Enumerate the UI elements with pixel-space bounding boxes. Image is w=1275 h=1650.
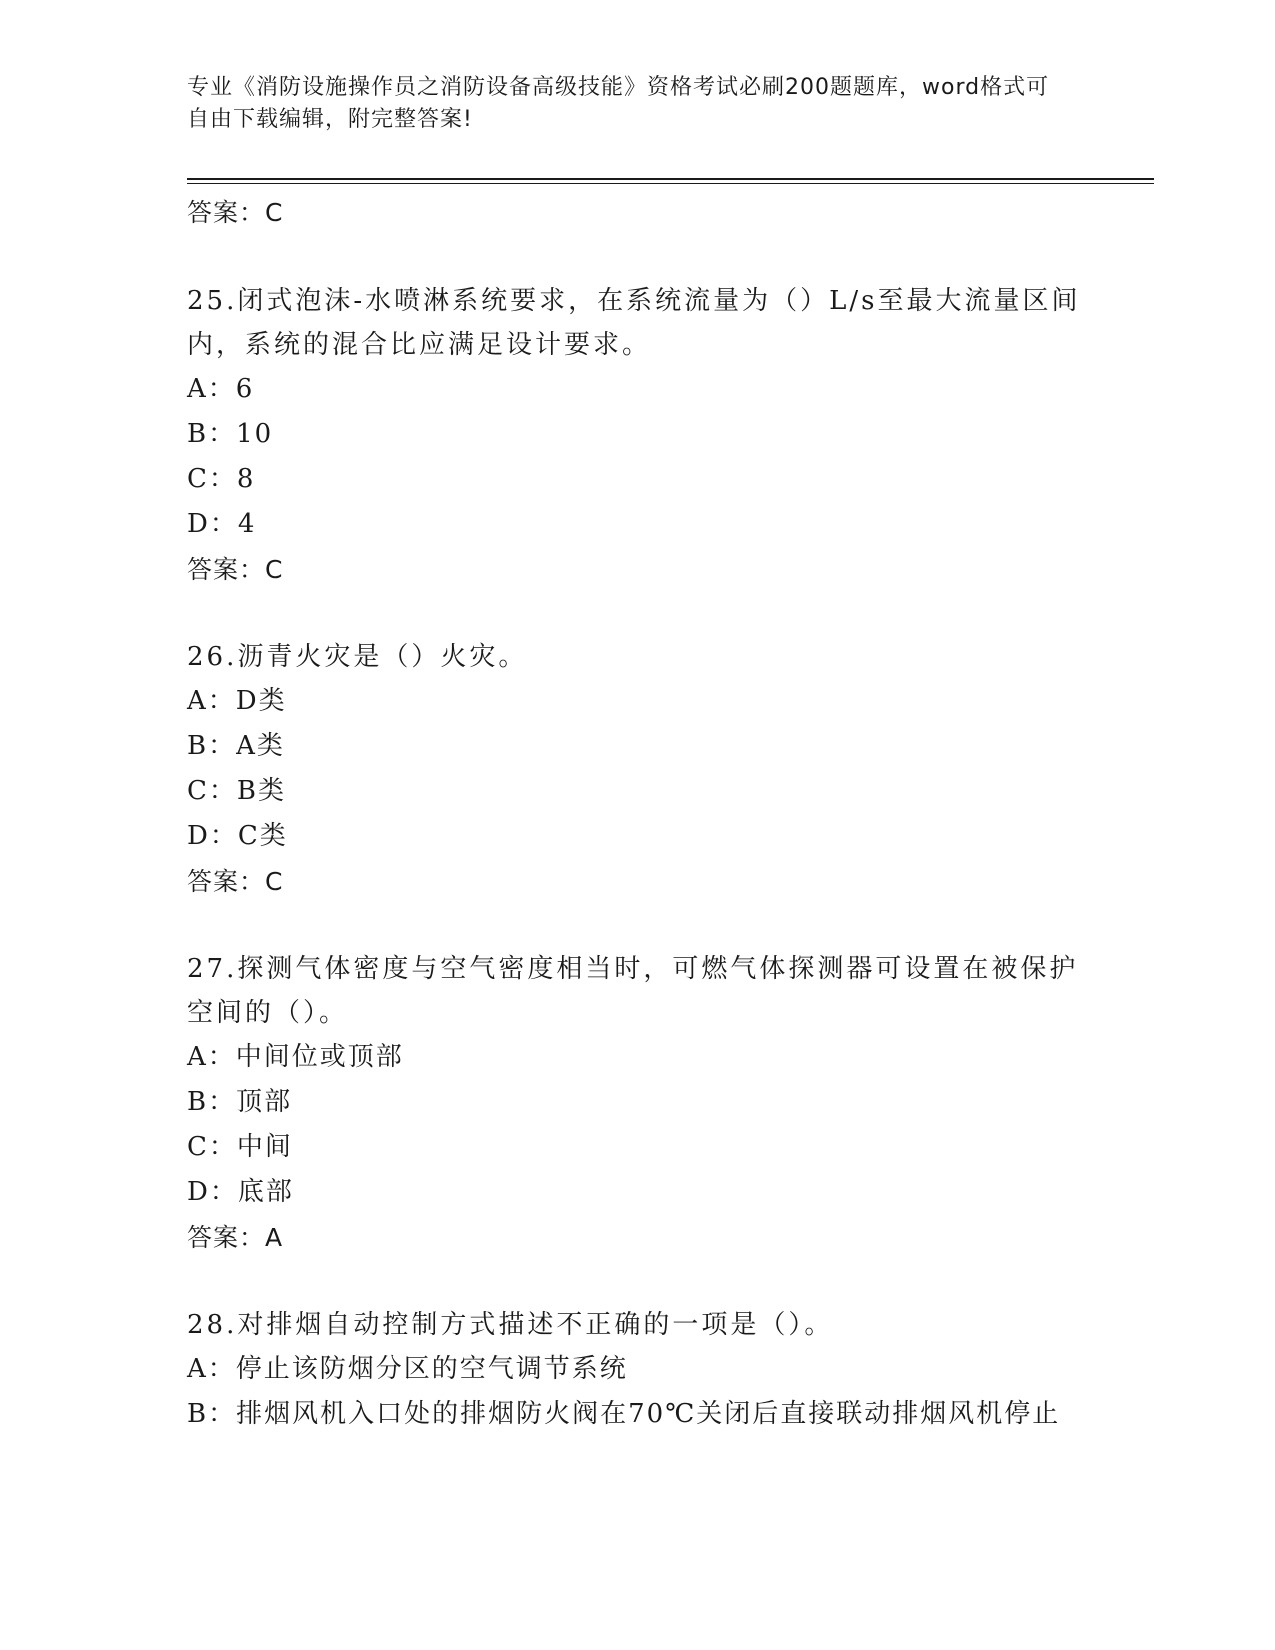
option-d: D：底部 (187, 1177, 294, 1207)
question-27 (187, 947, 1107, 1261)
option-c: C：中间 (187, 1132, 293, 1162)
option-a: A：停止该防烟分区的空气调节系统 (187, 1354, 628, 1384)
option-b: B：A类 (187, 731, 285, 761)
header-divider-thick (187, 178, 1154, 180)
question-list (187, 190, 1107, 1479)
option-c: C：B类 (187, 776, 287, 806)
option-d: D：C类 (187, 821, 288, 851)
option-a: A：6 (187, 374, 255, 404)
question-stem: 28.对排烟自动控制方式描述不正确的一项是（）。 (187, 1310, 834, 1340)
option-a: A：D类 (187, 686, 287, 716)
question-stem: 27.探测气体密度与空气密度相当时，可燃气体探测器可设置在被保护空间的（）。 (187, 954, 1079, 1028)
answer-line: 答案：A (187, 1223, 284, 1252)
header-divider-thin (187, 183, 1154, 184)
answer-line: 答案：C (187, 867, 284, 896)
header-text: 专业《消防设施操作员之消防设备高级技能》资格考试必刷200题题库，word格式可自由下载编辑，附完整答案! (187, 75, 1050, 132)
option-d: D：4 (187, 509, 257, 539)
question-25 (187, 279, 1107, 593)
option-c: C：8 (187, 464, 256, 494)
answer-line: 答案：C (187, 555, 284, 584)
option-b: B：顶部 (187, 1087, 293, 1117)
option-a: A：中间位或顶部 (187, 1042, 404, 1072)
option-b: B：10 (187, 419, 274, 449)
question-26 (187, 635, 1107, 905)
question-28 (187, 1303, 1107, 1437)
option-b: B：排烟风机入口处的排烟防火阀在70℃关闭后直接联动排烟风机停止 (187, 1399, 1061, 1429)
answer-line: 答案：C (187, 198, 284, 227)
question-stem: 25.闭式泡沫-水喷淋系统要求，在系统流量为（）L/s至最大流量区间内，系统的混合比应满足设计要求。 (187, 286, 1081, 360)
question-stem: 26.沥青火灾是（）火灾。 (187, 642, 528, 672)
document-header (187, 72, 1067, 136)
